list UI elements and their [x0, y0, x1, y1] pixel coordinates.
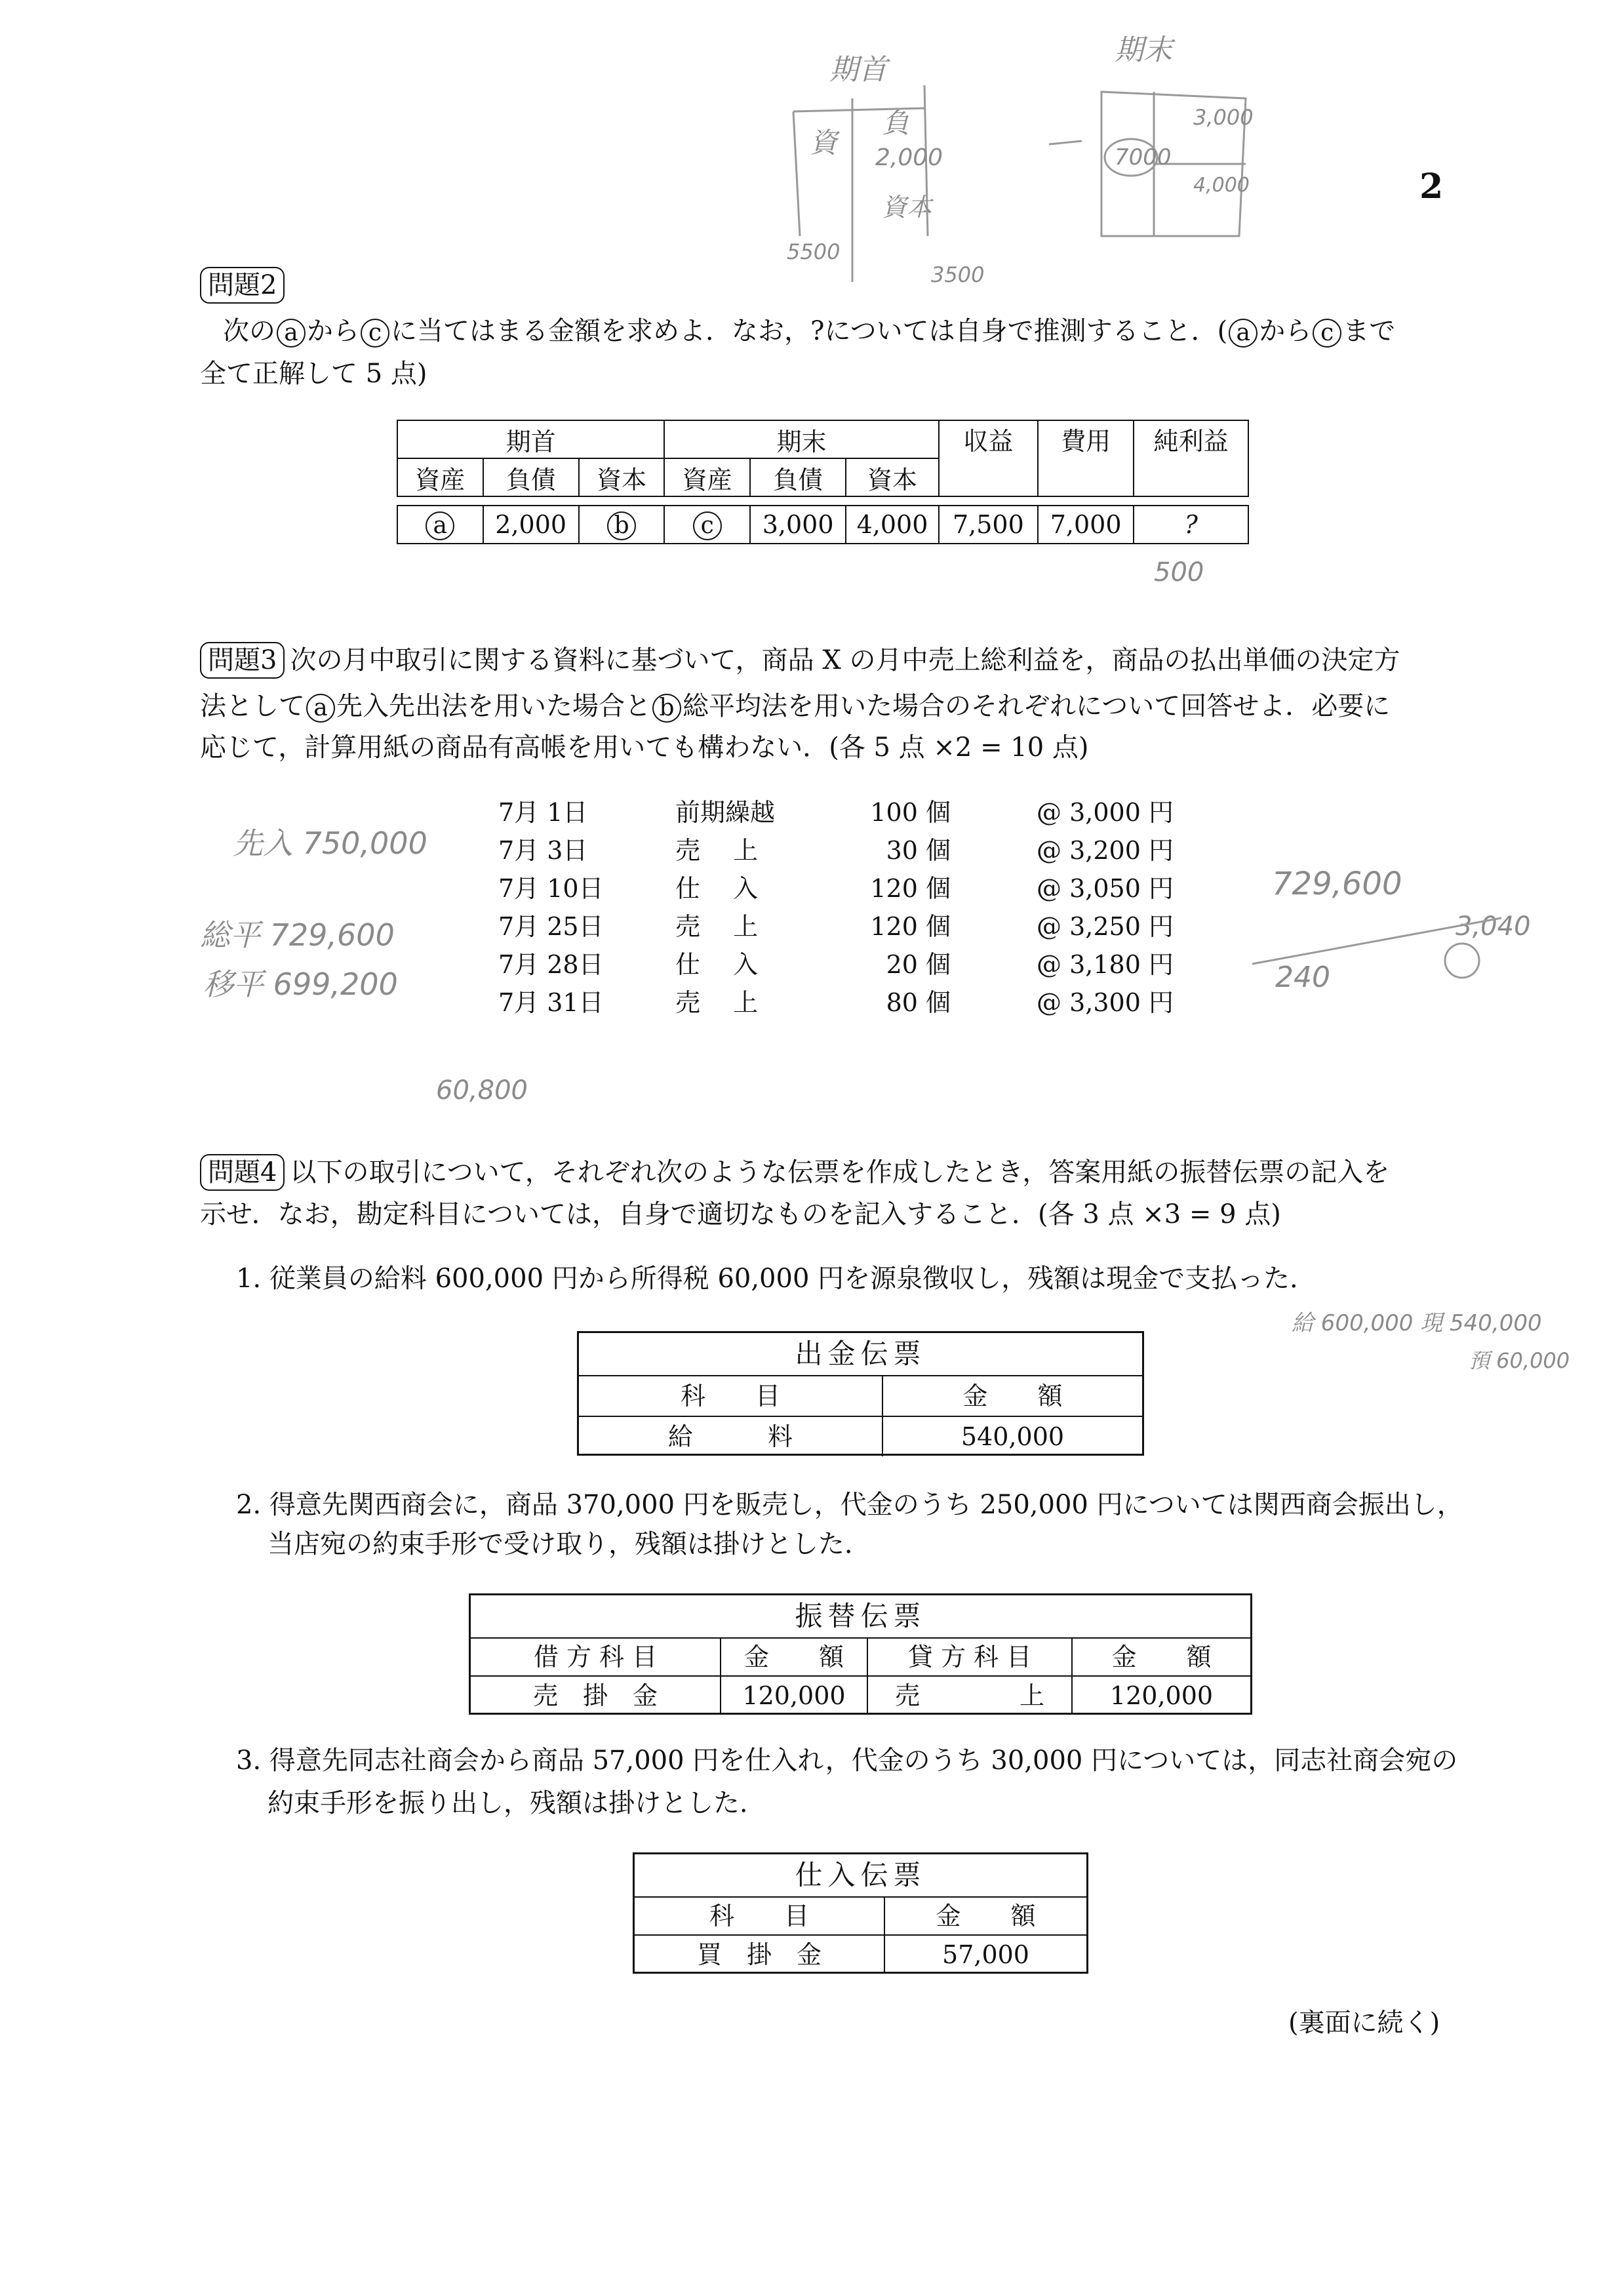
handwritten-box2-b: 3,000	[1193, 105, 1254, 130]
handwritten-box2-a: 7000	[1115, 144, 1172, 170]
q2-balance-table	[397, 420, 1249, 544]
transaction-row: 7月 28日 仕 入 20 個 @ 3,180 円	[498, 950, 1174, 979]
transaction-row: 7月 1日 前期繰越 100 個 @ 3,000 円	[498, 798, 1174, 827]
slip-header-amount: 金 額	[1071, 1639, 1250, 1675]
sub-asset: 資産	[397, 458, 483, 496]
slip-amount: 540,000	[882, 1417, 1142, 1456]
transaction-row: 7月 31日 売 上 80 個 @ 3,300 円	[498, 988, 1174, 1017]
cell-b: b	[579, 506, 665, 544]
q3-line3: 応じて，計算用紙の商品有高帳を用いても構わない．(各 5 点 ×2 = 10 点)	[200, 732, 1089, 763]
handwritten-box2-c: 4,000	[1193, 174, 1250, 197]
q2-instruction-line2: 全て正解して 5 点)	[200, 359, 427, 389]
q2-instruction-line1: 次の a から c に当てはまる金額を求めよ．なお，?については自身で推測すること．( a から c まで	[223, 316, 1396, 346]
transaction-row: 7月 25日 売 上 120 個 @ 3,250 円	[498, 912, 1174, 941]
slip-header-debit: 借 方 科 目	[533, 1643, 658, 1671]
slip-header-item: 科 目	[680, 1382, 780, 1410]
transaction-row: 7月 3日 売 上 30 個 @ 3,200 円	[498, 836, 1174, 865]
sub-asset: 資産	[664, 458, 750, 496]
header-net-income: 純利益	[1134, 420, 1248, 496]
slip-title: 仕入伝票	[635, 1854, 1086, 1898]
payment-slip	[577, 1331, 1144, 1456]
cell-liability-start: 2,000	[483, 506, 579, 544]
cell-c: c	[664, 506, 750, 544]
transaction-row: 7月 10日 仕 入 120 個 @ 3,050 円	[498, 874, 1174, 903]
handwritten-strokes	[1246, 905, 1508, 997]
handwritten-left2: 総平 729,600	[200, 917, 395, 953]
cell-expense: 7,000	[1038, 506, 1134, 544]
q4-line2: 示せ．なお，勘定科目については，自身で適切なものを記入すること．(各 3 点 ×3 = 9 点)	[200, 1199, 1281, 1229]
handwritten-left1: 先入 750,000	[233, 826, 427, 861]
page-number: 2	[1419, 167, 1444, 207]
slip-item: 給 料	[667, 1422, 793, 1451]
handwritten-box1-b: 負	[882, 107, 910, 139]
handwritten-q4note1: 給 600,000 現 540,000	[1292, 1310, 1542, 1336]
q4-item2-line2: 当店宛の約束手形で受け取り，残額は掛けとした．	[267, 1529, 871, 1559]
transfer-slip	[469, 1593, 1252, 1715]
q3-transaction-list	[498, 793, 1187, 1022]
handwritten-right1: 729,600	[1272, 866, 1402, 902]
cell-net: ?	[1134, 506, 1248, 544]
handwritten-box1-a: 資	[810, 127, 838, 159]
handwritten-left4: 60,800	[436, 1075, 528, 1106]
handwritten-box1-d: 資本	[882, 193, 932, 222]
sub-capital: 資本	[579, 458, 665, 496]
slip-debit-amount: 120,000	[720, 1677, 867, 1715]
handwritten-right3: 3,040	[1456, 911, 1531, 942]
header-expense: 費用	[1038, 420, 1134, 496]
handwritten-net500: 500	[1154, 557, 1204, 588]
cell-capital-end: 4,000	[846, 506, 938, 544]
handwritten-left3: 移平 699,200	[203, 967, 398, 1002]
slip-header-item: 科 目	[709, 1902, 809, 1930]
q2-label: 問題2	[200, 267, 285, 304]
handwritten-box1-e: 5500	[787, 239, 841, 264]
slip-item: 買 掛 金	[696, 1940, 822, 1969]
handwritten-kimatsu: 期末	[1115, 33, 1172, 67]
handwritten-kishu: 期首	[829, 53, 887, 87]
q3-line1: 問題3 次の月中取引に関する資料に基づいて，商品 X の月中売上総利益を，商品の払出単価の決定方	[200, 641, 1400, 680]
handwritten-box1-f: 3500	[931, 262, 985, 287]
q3-line2: 法として a 先入先出法を用いた場合と b 総平均法を用いた場合のそれぞれについて回答せよ．必要に	[200, 691, 1391, 721]
slip-header-amount: 金 額	[884, 1898, 1086, 1934]
slip-credit: 売 上	[867, 1677, 1071, 1715]
q4-item3-line1: 3. 得意先同志社商会から商品 57,000 円を仕入れ，代金のうち 30,000 円については，同志社商会宛の	[236, 1746, 1458, 1776]
sub-liability: 負債	[750, 458, 846, 496]
header-revenue: 収益	[939, 420, 1038, 496]
sub-capital: 資本	[846, 458, 938, 496]
q4-line1: 問題4 以下の取引について，それぞれ次のような伝票を作成したとき，答案用紙の振替伝票の記入を	[200, 1153, 1389, 1192]
cell-a: a	[397, 506, 483, 544]
purchase-slip	[633, 1852, 1088, 1974]
q2-header	[200, 266, 290, 305]
handwritten-box1-c: 2,000	[875, 144, 943, 171]
header-kishu: 期首	[397, 420, 664, 458]
cell-revenue: 7,500	[939, 506, 1038, 544]
slip-debit: 売 掛 金	[532, 1681, 658, 1710]
slip-credit-amount: 120,000	[1071, 1677, 1250, 1715]
slip-title: 出金伝票	[579, 1333, 1142, 1376]
q4-label: 問題4	[200, 1154, 285, 1191]
handwritten-right2: 240	[1275, 961, 1330, 994]
q3-label: 問題3	[200, 642, 285, 679]
sub-liability: 負債	[483, 458, 579, 496]
slip-header-amount: 金 額	[720, 1639, 867, 1675]
slip-amount: 57,000	[884, 1936, 1086, 1974]
handwritten-q4note2: 預 60,000	[1469, 1348, 1570, 1373]
q4-item1: 1. 従業員の給料 600,000 円から所得税 60,000 円を源泉徴収し，残額は現金で支払った．	[236, 1264, 1317, 1294]
slip-header-amount: 金 額	[882, 1376, 1142, 1416]
footer-continued: (裏面に続く)	[1288, 2008, 1440, 2038]
q4-item3-line2: 約束手形を振り出し，残額は掛けとした．	[267, 1788, 766, 1818]
slip-header-credit: 貸 方 科 目	[867, 1639, 1071, 1675]
cell-liability-end: 3,000	[750, 506, 846, 544]
slip-title: 振替伝票	[471, 1595, 1250, 1639]
q4-item2-line1: 2. 得意先関西商会に，商品 370,000 円を販売し，代金のうち 250,000 円については関西商会振出し，	[236, 1490, 1463, 1520]
header-kimatsu: 期末	[664, 420, 938, 458]
